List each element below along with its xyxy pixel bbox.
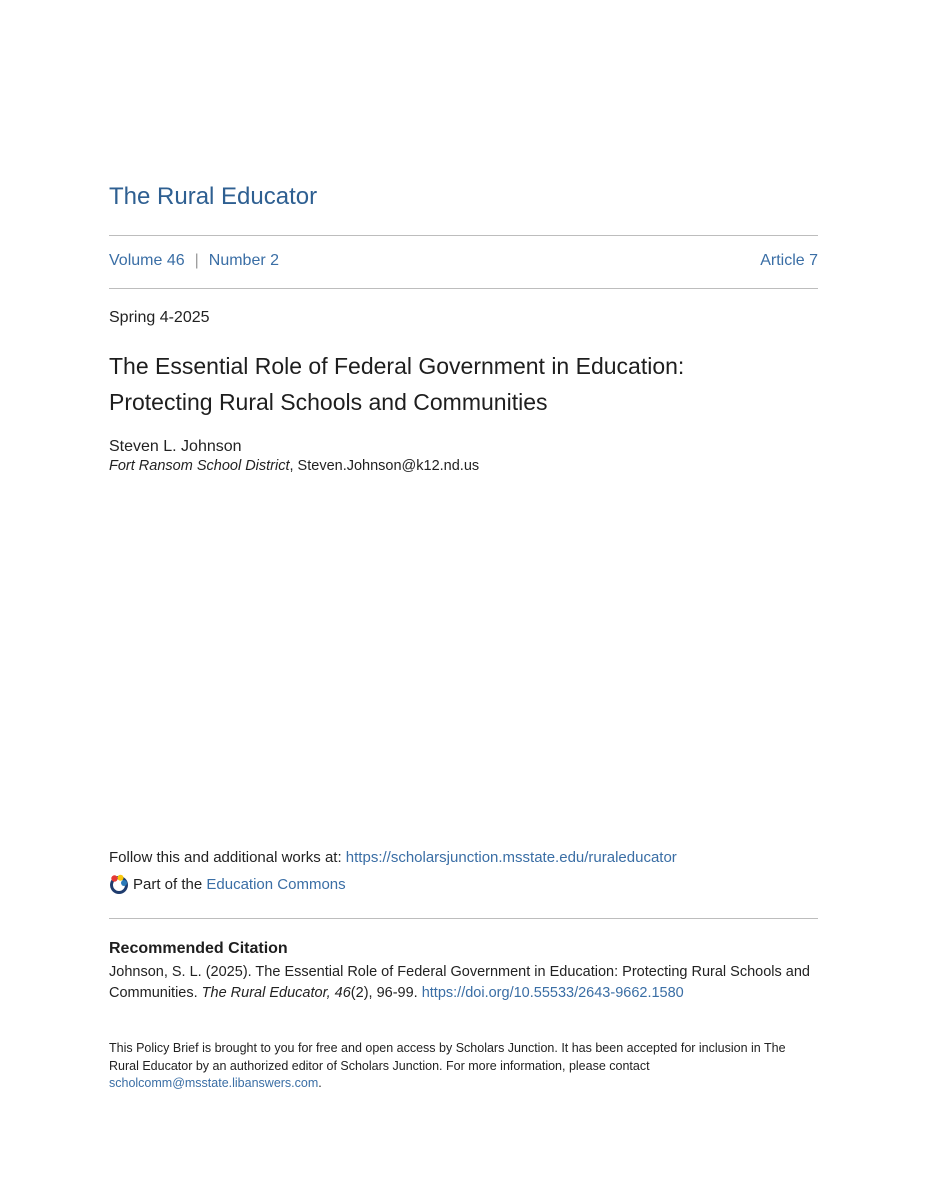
citation-divider (109, 918, 818, 919)
citation-heading: Recommended Citation (109, 940, 288, 957)
notice-end: . (318, 1076, 322, 1090)
doi-link[interactable]: https://doi.org/10.55533/2643-9662.1580 (421, 985, 684, 1001)
commons-network-icon (109, 874, 129, 894)
article-title-line1: The Essential Role of Federal Government in Education: (109, 353, 685, 379)
follow-label: Follow this and additional works at: (109, 849, 346, 866)
article-title-line2: Protecting Rural Schools and Communities (109, 389, 548, 415)
author-email: , Steven.Johnson@k12.nd.us (289, 458, 480, 474)
issue-separator: | (194, 252, 199, 269)
author-affiliation (109, 458, 479, 474)
part-of-label: Part of the (133, 875, 203, 893)
citation-body: Johnson, S. L. (2025). The Essential Role of Federal Government in Education: Protecting Rural Schools and Communities. (109, 964, 810, 1001)
volume-link[interactable]: Volume 46 (109, 252, 185, 269)
article-title (109, 348, 818, 420)
author-name: Steven L. Johnson (109, 438, 242, 455)
citation-text (109, 962, 818, 1004)
citation-pages: (2), 96-99. (350, 985, 422, 1001)
access-notice (109, 1040, 818, 1093)
citation-journal: The Rural Educator, 46 (201, 985, 351, 1001)
issue-divider (109, 288, 818, 289)
issue-row (109, 252, 818, 270)
notice-text: This Policy Brief is brought to you for free and open access by Scholars Junction. It has been accepted for inclusion in The Rural Educator by an authorized editor of Scholars Junction. For more information, please contact (109, 1041, 786, 1073)
article-link[interactable]: Article 7 (760, 252, 818, 269)
publication-date: Spring 4-2025 (109, 309, 210, 326)
contact-email-link[interactable]: scholcomm@msstate.libanswers.com (109, 1076, 319, 1090)
education-commons-link[interactable]: Education Commons (206, 875, 346, 893)
journal-title[interactable]: The Rural Educator (109, 183, 318, 210)
top-divider (109, 235, 818, 236)
affiliation-name: Fort Ransom School District (109, 458, 290, 474)
repository-link[interactable]: https://scholarsjunction.msstate.edu/ruraleducator (345, 849, 677, 866)
number-link[interactable]: Number 2 (208, 252, 280, 269)
part-of-line (109, 874, 346, 894)
follow-line (109, 849, 677, 866)
